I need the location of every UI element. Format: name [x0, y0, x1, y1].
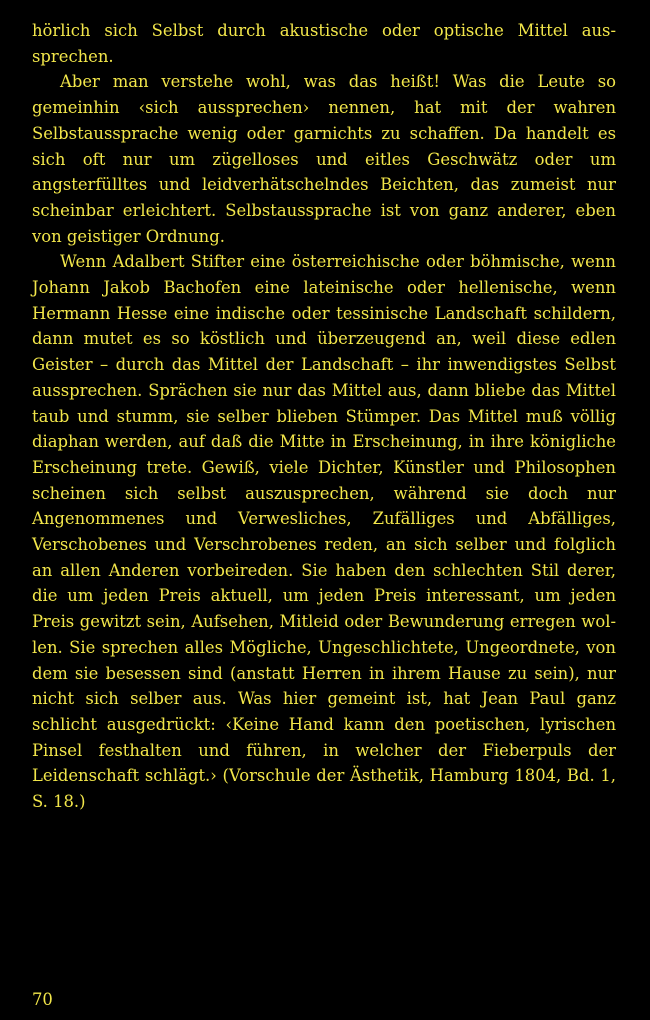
page-number: 70	[32, 990, 53, 1009]
paragraph-landschaft: Wenn Adalbert Stifter eine österreichische oder böhmische, wenn Johann Jakob Bachofen eine lateinische oder hellenische, wenn Hermann Hesse eine indische oder tessinische Landschaft schildern, dann mutet es so köstlich und überzeugend an, weil diese edlen Geister – durch das Mittel der Landschaft – ihr inwendigstes Selbst aussprechen. Sprächen sie nur das Mittel aus, dann bliebe das Mittel taub und stumm, sie selber blieben Stümper. Das Mittel muß völlig diaphan werden, auf daß die Mitte in Erscheinung, in ihre königliche Erscheinung trete. Gewiß, viele Dichter, Künstler und Philosophen scheinen sich selbst auszusprechen, während sie doch nur Angenommenes und Verwesliches, Zufälliges und Abfälliges, Verschobenes und Verschrobenes reden, an sich selber und folglich an allen Anderen vorbeireden. Sie haben den schlechten Stil derer, die um jeden Preis aktuell, um jeden Preis interessant, um jeden Preis gewitzt sein, Aufsehen, Mitleid oder Bewunderung erregen wollen. Sie sprechen alles Mögliche, Ungeschlichtete, Ungeordnete, von dem sie besessen sind (anstatt Herren in ihrem Hause zu sein), nur nicht sich selber aus. Was hier gemeint ist, hat Jean Paul ganz schlicht ausgedrückt: ‹Keine Hand kann den poetischen, lyrischen Pinsel festhalten und führen, in welcher der Fieberpuls der Leidenschaft schlägt.› (Vorschule der Ästhetik, Hamburg 1804, Bd. 1, S. 18.)	[32, 252, 616, 812]
paragraph-continuation: hörlich sich Selbst durch akustische oder optische Mittel aussprechen.	[32, 21, 616, 66]
paragraph-selbstaussprache: Aber man verstehe wohl, was das heißt! Was die Leute so gemeinhin ‹sich aussprechen› nennen, hat mit der wahren Selbstaussprache wenig oder garnichts zu schaffen. Da handelt es sich oft nur um zügelloses und eitles Geschwätz oder um angsterfülltes und leidverhätschelndes Beichten, das zumeist nur scheinbar erleichtert. Selbstaussprache ist von ganz anderer, eben von geistiger Ordnung.	[32, 72, 616, 246]
page-body	[32, 18, 616, 815]
